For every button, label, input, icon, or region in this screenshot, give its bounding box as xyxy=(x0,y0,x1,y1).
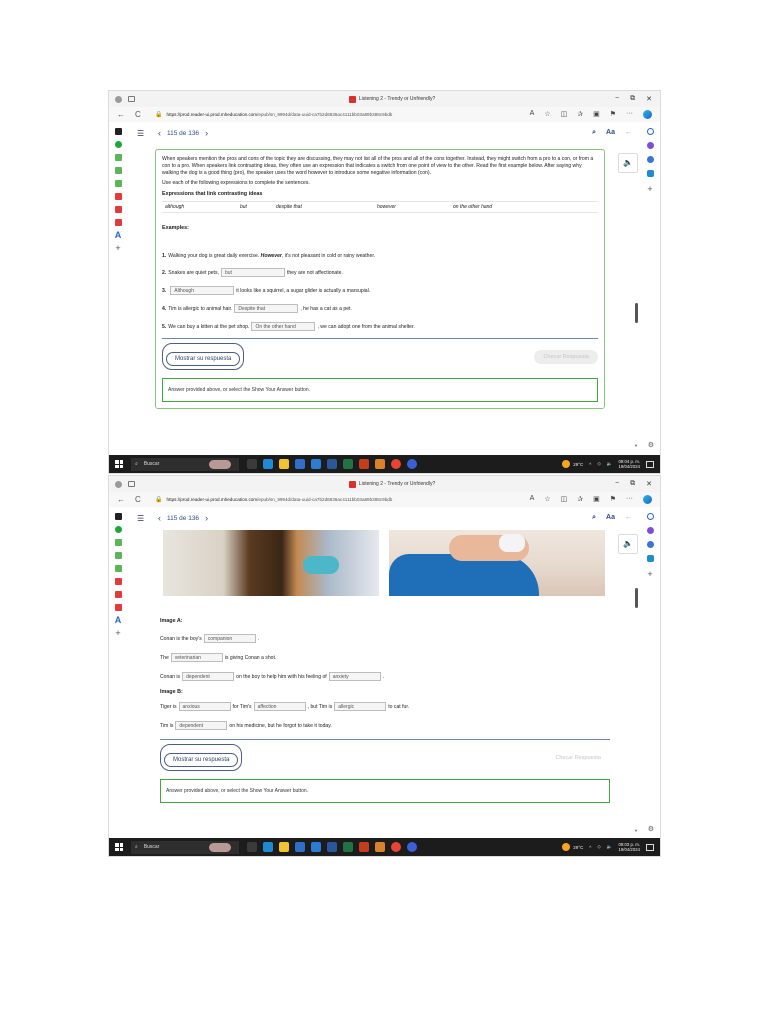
check-answer-button[interactable]: Checar Respuesta xyxy=(555,754,601,761)
edge-sidebar xyxy=(640,122,660,455)
refresh-icon[interactable]: C xyxy=(135,495,141,504)
minimize-icon[interactable]: − xyxy=(615,95,620,102)
next-page-icon[interactable]: › xyxy=(205,128,209,138)
favicon-icon xyxy=(349,481,356,488)
shopping-icon[interactable] xyxy=(647,541,654,548)
powerpoint-icon[interactable] xyxy=(359,459,369,469)
answer-input[interactable]: companion xyxy=(204,634,256,643)
store-icon[interactable] xyxy=(295,842,305,852)
app-icon[interactable] xyxy=(375,842,385,852)
green-app-icon[interactable] xyxy=(115,552,122,559)
windows-taskbar: ⌕ Buscar 29°C ^ ◇ 🔈 09:04 p. m. 19/04/2024 xyxy=(109,455,660,473)
green-app-icon[interactable] xyxy=(115,167,122,174)
green-circle-icon[interactable] xyxy=(115,141,122,148)
more-icon[interactable]: ··· xyxy=(626,495,633,502)
answer-input[interactable]: dependent xyxy=(175,721,227,730)
expression-item: despite that xyxy=(276,204,302,211)
mail-icon[interactable] xyxy=(311,842,321,852)
close-icon[interactable]: ✕ xyxy=(646,96,652,103)
expression-item: however xyxy=(377,204,396,211)
letter-a-icon[interactable]: A xyxy=(114,230,122,240)
page-indicator: 115 de 136 xyxy=(167,129,200,137)
url-path: /epub/sn_9994d/data-uuid-ca7b2d6836ac4111bb03a89b388c9bdb xyxy=(257,497,393,502)
weather-icon[interactable] xyxy=(562,460,570,468)
file-explorer-icon[interactable] xyxy=(279,842,289,852)
divider xyxy=(162,338,598,339)
network-icon[interactable]: ◇ xyxy=(597,844,601,849)
windows-taskbar: ⌕ Buscar 29°C ^ ◇ 🔈 09:03 p. m. 19/04/2024 xyxy=(109,838,660,856)
volume-icon[interactable]: 🔈 xyxy=(606,461,613,466)
app-icon[interactable] xyxy=(407,459,417,469)
read-aloud-icon[interactable]: A xyxy=(529,495,535,502)
add-icon[interactable]: + xyxy=(647,184,653,194)
store-icon[interactable] xyxy=(295,459,305,469)
favicon-icon xyxy=(349,96,356,103)
scrollbar-thumb[interactable] xyxy=(635,588,638,608)
scroll-down-icon[interactable]: ▼ xyxy=(634,443,638,448)
window-title: Listening 2 - Trendy or Unfriendly? xyxy=(358,96,436,102)
back-arrow-icon[interactable]: ← xyxy=(625,129,632,136)
shopping-icon[interactable] xyxy=(647,156,654,163)
extension-icon[interactable]: ⚑ xyxy=(609,111,616,118)
excel-icon[interactable] xyxy=(343,842,353,852)
notification-icon[interactable] xyxy=(646,844,654,851)
image-a-label: Image A: xyxy=(160,618,183,624)
task-view-icon[interactable] xyxy=(247,459,257,469)
browser-screenshot-2 xyxy=(108,475,661,857)
example-sentence-3: 3. Although it looks like a squirrel, a sugar glider is actually a marsupial. xyxy=(162,287,371,295)
url-host: https://prod.reader-ui.prod.mheducation.com xyxy=(166,497,258,502)
red-pdf-icon[interactable] xyxy=(115,604,122,611)
image-a-sentence-3: Conan is dependent on the boy to help him with his feeling of anxiety . xyxy=(160,673,385,680)
file-explorer-icon[interactable] xyxy=(279,459,289,469)
page-indicator: 115 de 136 xyxy=(167,514,200,522)
image-b-sentence-1: Tiger is anxious for Tim's affection , but Tim is allergic to cat fur. xyxy=(160,703,410,710)
settings-gear-icon[interactable]: ⚙ xyxy=(647,826,654,833)
green-circle-icon[interactable] xyxy=(115,526,122,533)
restore-icon[interactable]: ⧉ xyxy=(630,480,636,487)
reader-toolbar xyxy=(127,122,640,144)
edge-sidebar xyxy=(640,507,660,838)
tag-icon[interactable] xyxy=(647,142,654,149)
excel-icon[interactable] xyxy=(343,459,353,469)
tab-actions-icon[interactable] xyxy=(128,481,135,487)
search-icon[interactable] xyxy=(647,128,654,135)
image-a-sentence-1: Conan is the boy's companion . xyxy=(160,635,260,642)
app-icon[interactable] xyxy=(375,459,385,469)
answer-input[interactable]: Despite that xyxy=(234,304,298,313)
extension-icon[interactable]: ⚑ xyxy=(609,496,616,503)
word-icon[interactable] xyxy=(327,842,337,852)
search-icon[interactable]: ⌕ xyxy=(592,129,597,136)
favorite-star-icon[interactable]: ☆ xyxy=(544,496,551,503)
volume-icon[interactable]: 🔈 xyxy=(606,844,613,849)
favorite-star-icon[interactable]: ☆ xyxy=(544,111,551,118)
taskbar-clock[interactable]: 09:04 p. m. 19/04/2024 xyxy=(618,458,640,469)
glove-shape xyxy=(303,556,339,574)
example-sentence-4: 4. Tim is allergic to animal hair. Despite that , he has a cat as a pet. xyxy=(162,305,352,313)
network-icon[interactable]: ◇ xyxy=(597,461,601,466)
lock-icon[interactable]: 🔒 xyxy=(155,497,163,503)
url-host: https://prod.reader-ui.prod.mheducation.com xyxy=(166,112,258,117)
tab-icon[interactable] xyxy=(115,513,122,520)
divider xyxy=(160,739,610,740)
weather-icon[interactable] xyxy=(562,843,570,851)
chrome-icon[interactable] xyxy=(391,459,401,469)
profile-icon[interactable] xyxy=(115,96,122,103)
windows-start-icon[interactable] xyxy=(115,460,123,468)
back-icon[interactable]: ← xyxy=(117,110,125,119)
image-b-sentence-2: Tim is dependent on his medicine, but he forgot to take it today. xyxy=(160,722,332,729)
windows-start-icon[interactable] xyxy=(115,843,123,851)
collections-icon[interactable]: ▣ xyxy=(593,111,600,118)
show-answer-button[interactable]: Mostrar su respuesta xyxy=(160,744,242,771)
search-icon[interactable] xyxy=(647,513,654,520)
task-view-icon[interactable] xyxy=(247,842,257,852)
title-bar xyxy=(109,476,660,492)
restore-icon[interactable]: ⧉ xyxy=(630,95,636,102)
more-icon[interactable]: ··· xyxy=(626,110,633,117)
title-bar xyxy=(109,91,660,107)
red-pdf-icon[interactable] xyxy=(115,193,122,200)
tray-chevron-icon[interactable]: ^ xyxy=(589,844,592,850)
read-aloud-icon[interactable]: A xyxy=(529,110,535,117)
tab-actions-icon[interactable] xyxy=(128,96,135,102)
example-sentence-1: 1. Walking your dog is great daily exercise. However , it's not pleasant in cold or rainy weather. xyxy=(162,253,376,260)
red-pdf-icon[interactable] xyxy=(115,578,122,585)
image-a-sentence-2: The veterinarian is giving Conan a shot. xyxy=(160,654,277,661)
back-icon[interactable]: ← xyxy=(117,495,125,504)
expression-item: on the other hand xyxy=(453,204,493,211)
taskbar-search[interactable]: ⌕ Buscar xyxy=(131,841,239,854)
minimize-icon[interactable]: − xyxy=(615,480,620,487)
exercise-panel xyxy=(155,149,605,409)
answer-input[interactable]: dependent xyxy=(182,672,234,681)
answer-input[interactable]: veterinarian xyxy=(171,653,223,662)
exercise-content xyxy=(155,149,605,409)
add-icon[interactable]: + xyxy=(115,243,121,253)
edge-taskbar-icon[interactable] xyxy=(263,459,273,469)
browser-screenshot-1 xyxy=(108,90,661,474)
green-app-icon[interactable] xyxy=(115,539,122,546)
collections-icon[interactable]: ▣ xyxy=(593,496,600,503)
answer-input[interactable]: affection xyxy=(254,702,306,711)
letter-a-icon[interactable]: A xyxy=(114,615,122,625)
table-of-contents-icon[interactable]: ☰ xyxy=(137,128,145,138)
refresh-icon[interactable]: C xyxy=(135,110,141,119)
audio-speaker-icon[interactable]: 🔈 xyxy=(618,153,638,173)
green-app-icon[interactable] xyxy=(115,154,122,161)
examples-heading: Examples: xyxy=(162,225,189,232)
outlook-icon[interactable] xyxy=(647,170,654,177)
check-answer-button[interactable]: Checar Respuesta xyxy=(534,350,598,364)
split-screen-icon[interactable]: ◫ xyxy=(560,111,568,118)
profile-icon[interactable] xyxy=(115,481,122,488)
taskbar-search[interactable]: ⌕ Buscar xyxy=(131,458,239,471)
scrollbar-thumb[interactable] xyxy=(635,303,638,323)
add-icon[interactable]: + xyxy=(115,628,121,638)
search-icon[interactable]: ⌕ xyxy=(592,514,597,521)
copilot-icon[interactable] xyxy=(643,110,652,119)
show-answer-button[interactable]: Mostrar su respuesta xyxy=(162,343,244,370)
font-size-button[interactable]: Aa xyxy=(606,514,615,521)
favorites-icon[interactable]: ✰ xyxy=(577,111,584,118)
url-field[interactable] xyxy=(155,111,530,118)
red-pdf-icon[interactable] xyxy=(115,219,122,226)
tray-chevron-icon[interactable]: ^ xyxy=(589,461,592,467)
search-icon: ⌕ xyxy=(135,844,138,850)
scroll-down-icon[interactable]: ▼ xyxy=(634,828,638,833)
url-field[interactable] xyxy=(155,496,530,503)
search-highlight-image xyxy=(209,843,231,852)
outlook-icon[interactable] xyxy=(647,555,654,562)
example-sentence-5: 5. We can buy a kitten at the pet shop. On the other hand , we can adopt one from the animal shelter. xyxy=(162,323,415,331)
window-title: Listening 2 - Trendy or Unfriendly? xyxy=(358,481,436,487)
app-icon[interactable] xyxy=(407,842,417,852)
audio-speaker-icon[interactable]: 🔈 xyxy=(618,534,638,554)
next-page-icon[interactable]: › xyxy=(205,513,209,523)
mail-icon[interactable] xyxy=(311,459,321,469)
answer-feedback-box: Answer provided above, or select the Show Your Answer button. xyxy=(162,378,598,402)
previous-page-icon[interactable]: ‹ xyxy=(158,128,161,138)
notification-icon[interactable] xyxy=(646,461,654,468)
expressions-heading: Expressions that link contrasting ideas xyxy=(162,191,263,198)
tag-icon[interactable] xyxy=(647,527,654,534)
taskbar-clock[interactable]: 09:03 p. m. 19/04/2024 xyxy=(618,841,640,852)
green-app-icon[interactable] xyxy=(115,565,122,572)
edge-taskbar-icon[interactable] xyxy=(263,842,273,852)
url-path: /epub/sn_9994d/data-uuid-ca7b2d6836ac4111bb03a89b388c9bdb xyxy=(257,112,393,117)
red-pdf-icon[interactable] xyxy=(115,591,122,598)
powerpoint-icon[interactable] xyxy=(359,842,369,852)
reader-toolbar xyxy=(127,507,640,529)
boy-injection-photo xyxy=(389,530,605,596)
answer-input[interactable]: On the other hand xyxy=(251,322,315,331)
dog-vet-photo xyxy=(163,530,379,596)
font-size-button[interactable]: Aa xyxy=(606,129,615,136)
instruction-paragraph-2: Use each of the following expressions to complete the sentences. xyxy=(162,180,310,187)
search-highlight-image xyxy=(209,460,231,469)
tab-icon[interactable] xyxy=(115,128,122,135)
answer-input[interactable]: anxiety xyxy=(329,672,381,681)
address-bar xyxy=(109,492,660,507)
word-icon[interactable] xyxy=(327,459,337,469)
instruction-paragraph: When speakers mention the pros and cons of the topic they are discussing, they may not list all of the pros and all of the cons together. Instead, they might switch from a pro to a con, or from a con to a pro. When speakers link contrasting ideas, they often use an expression that indicates a switch from one point of view to the other. Read the first example below. After saying why walking the dog is a good thing (pro), the speaker uses the word however to introduce some negative information (con). xyxy=(162,156,594,176)
favorites-bar xyxy=(109,122,127,455)
image-b-label: Image B: xyxy=(160,689,183,695)
copilot-icon[interactable] xyxy=(643,495,652,504)
example-sentence-2: 2. Snakes are quiet pets, but they are not affectionate. xyxy=(162,269,343,277)
settings-gear-icon[interactable]: ⚙ xyxy=(647,442,654,449)
expression-item: but xyxy=(240,204,247,211)
search-icon: ⌕ xyxy=(135,461,138,467)
glove-shape xyxy=(499,534,525,552)
add-icon[interactable]: + xyxy=(647,569,653,579)
expressions-table xyxy=(162,201,598,213)
expression-item: although xyxy=(165,204,185,211)
answer-input[interactable]: anxious xyxy=(179,702,231,711)
previous-page-icon[interactable]: ‹ xyxy=(158,513,161,523)
close-icon[interactable]: ✕ xyxy=(646,481,652,488)
green-app-icon[interactable] xyxy=(115,180,122,187)
answer-feedback-box: Answer provided above, or select the Show Your Answer button. xyxy=(160,779,610,803)
lock-icon[interactable]: 🔒 xyxy=(155,112,163,118)
exercise-images xyxy=(163,530,605,596)
answer-input[interactable]: Although xyxy=(170,286,234,295)
answer-input[interactable]: but xyxy=(221,268,285,277)
image-exercise-content xyxy=(160,618,610,803)
split-screen-icon[interactable]: ◫ xyxy=(560,496,568,503)
answer-input[interactable]: allergic xyxy=(334,702,386,711)
favorites-icon[interactable]: ✰ xyxy=(577,496,584,503)
back-arrow-icon[interactable]: ← xyxy=(625,514,632,521)
table-of-contents-icon[interactable]: ☰ xyxy=(137,513,145,523)
favorites-bar xyxy=(109,507,127,838)
address-bar xyxy=(109,107,660,122)
red-pdf-icon[interactable] xyxy=(115,206,122,213)
chrome-icon[interactable] xyxy=(391,842,401,852)
